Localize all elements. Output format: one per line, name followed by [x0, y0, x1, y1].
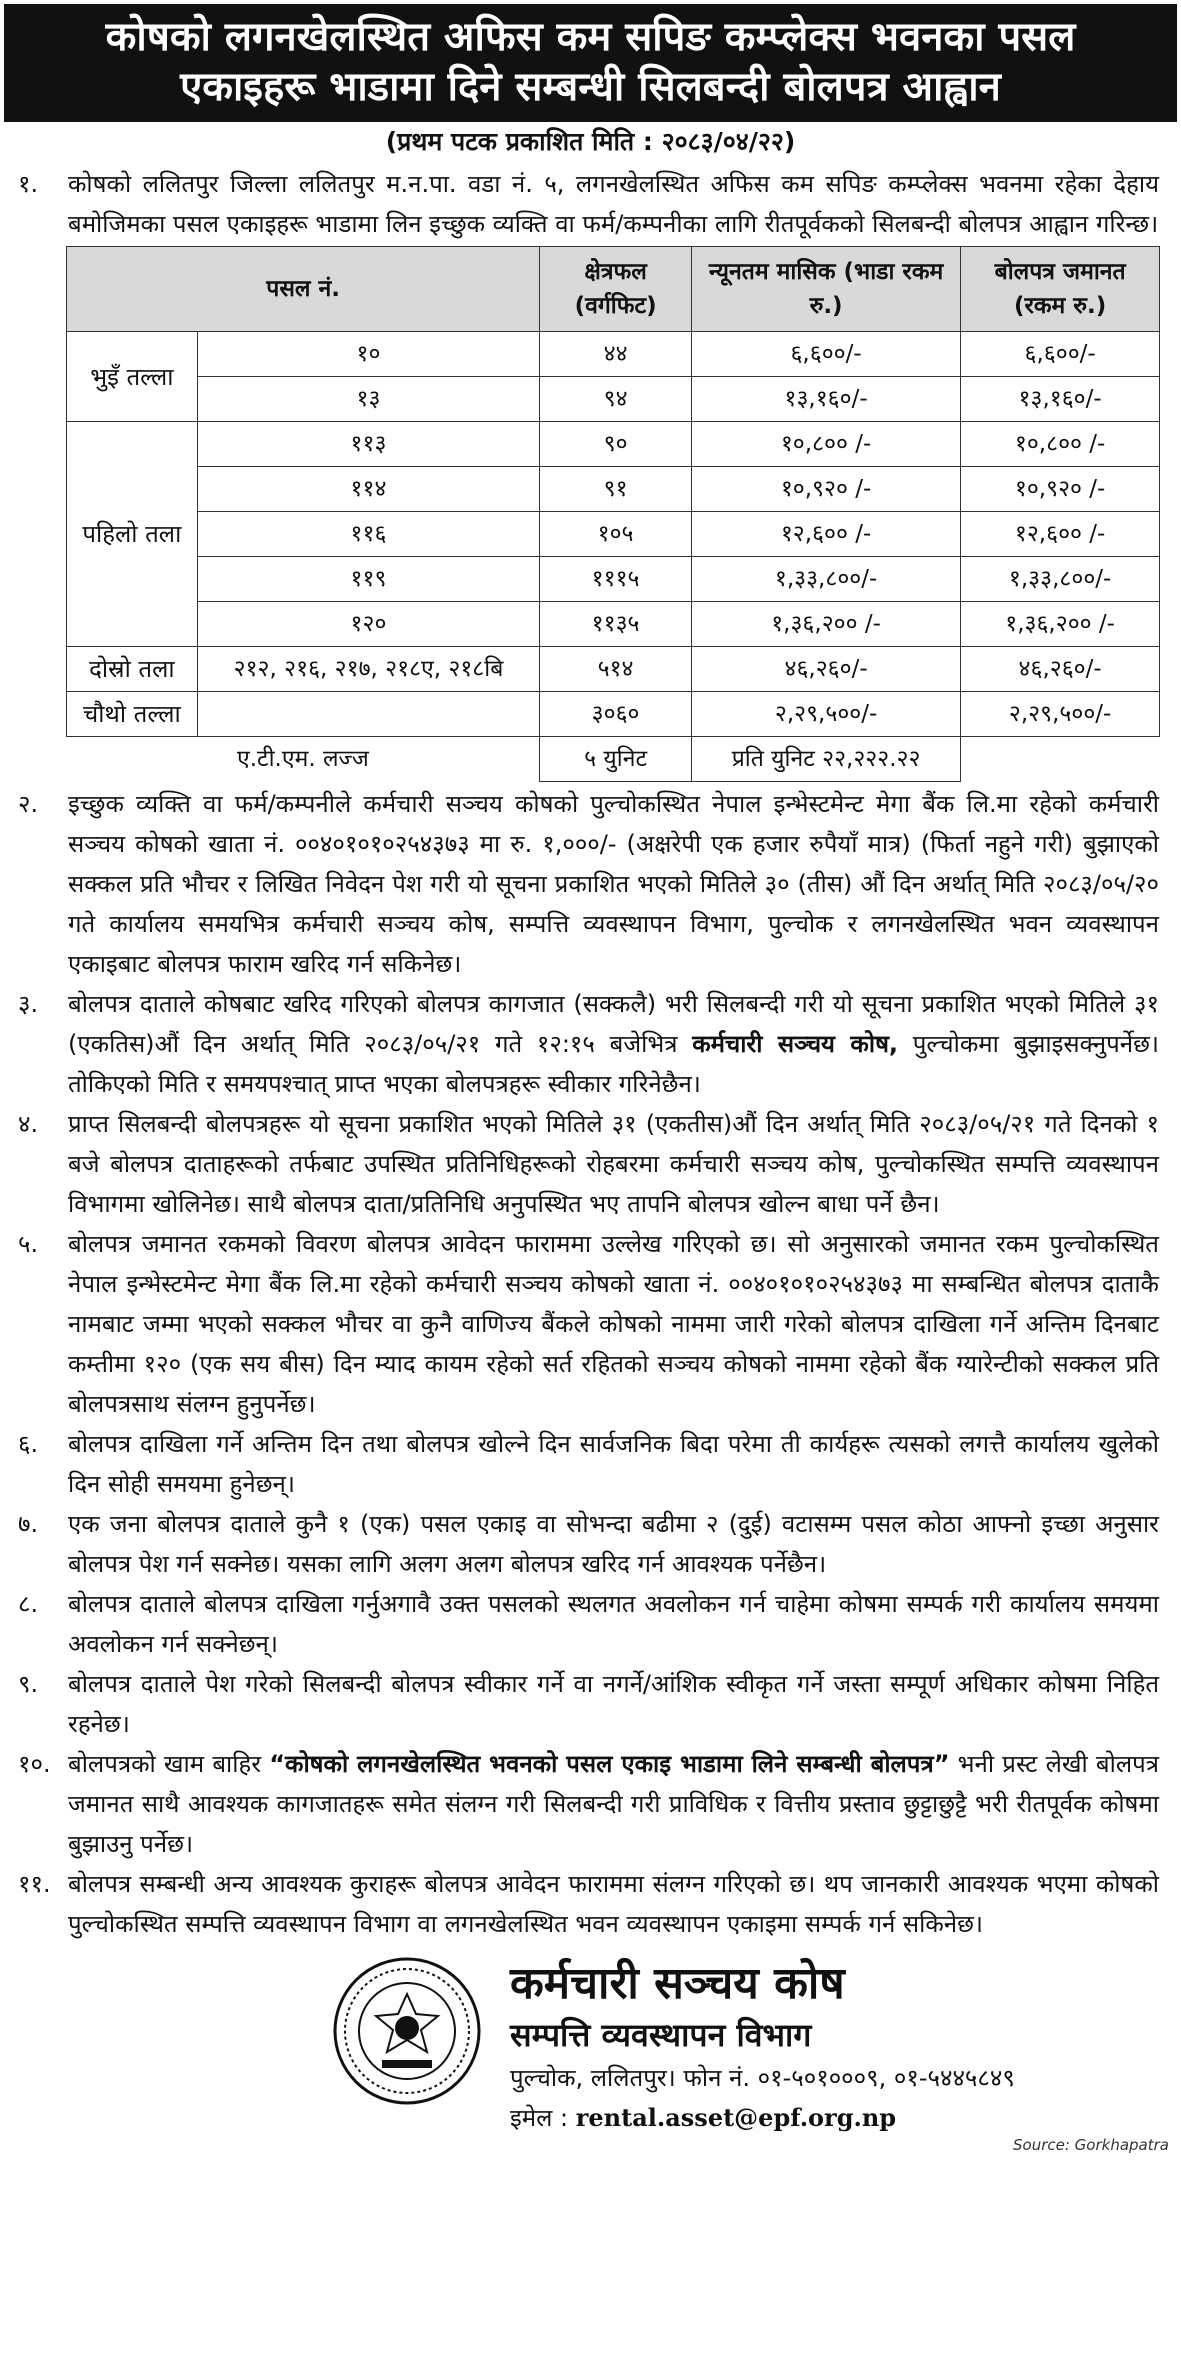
cell-bid: १,३३,८००/- [961, 557, 1160, 602]
clause-1 [4, 164, 1177, 244]
floor-label: भुइँ तल्ला [67, 332, 198, 422]
clause-text: बोलपत्र सम्बन्धी अन्य आवश्यक कुराहरू बोलपत्र आवेदन फाराममा संलग्न गरिएको छ। थप जानकारी आवश्यक भएमा कोषको पुल्चोकस्थित सम्पत्ति व्यवस्थापन विभाग वा लगनखेलस्थित भवन व्यवस्थापन एकाइमा सम्पर्क गर्न सकिनेछ। [68, 1870, 1159, 1938]
cell-bid-empty [961, 737, 1160, 782]
shop-units-table [66, 246, 1160, 782]
cell-bid: १०,८०० /- [961, 422, 1160, 467]
notice-header [4, 4, 1177, 122]
clause-number: ७. [18, 1510, 39, 1538]
table-row [67, 467, 1160, 512]
table-row [67, 602, 1160, 647]
table-row [67, 377, 1160, 422]
cell-rent: १२,६०० /- [691, 512, 960, 557]
cell-rent: १०,८०० /- [691, 422, 960, 467]
cell-area: ९४ [540, 377, 692, 422]
clause-text-b: पुल्चोकमा बुझाइसक्नुपर्नेछ। तोकिएको मिति र समयपश्चात् प्राप्त भएका बोलपत्रहरू स्वीकार गरिनेछैन। [68, 1030, 1159, 1098]
header-line-1: कोषको लगनखेलस्थित अफिस कम सपिङ कम्प्लेक्स भवनका पसल [105, 14, 1076, 60]
cell-bid: १२,६०० /- [961, 512, 1160, 557]
cell-area: ५ युनिट [540, 737, 692, 782]
floor-label: पहिलो तला [67, 422, 198, 647]
header-rent: न्यूनतम मासिक (भाडा रकम रु.) [691, 247, 960, 332]
cell-rent: १०,९२० /- [691, 467, 960, 512]
clause-text: बोलपत्र जमानत रकमको विवरण बोलपत्र आवेदन फाराममा उल्लेख गरिएको छ। सो अनुसारको जमानत रकम पुल्चोकस्थित नेपाल इन्भेस्टमेन्ट मेगा बैंक लि.मा रहेको कर्मचारी सञ्चय कोषको खाता नं. ००४०१०१०२५४३७३ मा सम्बन्धित बोलपत्र दाताकै नामबाट जम्मा भएको सक्कल भौचर वा कुनै वाणिज्य बैंकले कोषको नाममा जारी गरेको बोलपत्र दाखिला गर्ने अन्तिम दिनबाट कम्तीमा १२० (एक सय बीस) दिन म्याद कायम रहेको सर्त रहितको सञ्चय कोषको नाममा रहेको बैंक ग्यारेन्टीको सक्कल प्रति बोलपत्रसाथ संलग्न हुनुपर्नेछ। [68, 1230, 1159, 1418]
clause-text: इच्छुक व्यक्ति वा फर्म/कम्पनीले कर्मचारी सञ्चय कोषको पुल्चोकस्थित नेपाल इन्भेस्टमेन्ट मेगा बैंक लि.मा रहेको कर्मचारी सञ्चय कोषको खाता नं. ००४०१०१०२५४३७३ मा रु. १,०००/- (अक्षरेपी एक हजार रुपैयाँ मात्र) (फिर्ता नहुने गरी) बुझाएको सक्कल प्रति भौचर र लिखित निवेदन पेश गरी यो सूचना प्रकाशित भएको मितिले ३० (तीस) औं दिन अर्थात् मिति २०८३/०५/२० गते कार्यालय समयभित्र कर्मचारी सञ्चय कोष, सम्पत्ति व्यवस्थापन विभाग, पुल्चोक र लगनखेलस्थित भवन व्यवस्थापन एकाइबाट बोलपत्र फाराम खरिद गर्न सकिनेछ। [68, 790, 1159, 978]
cell-area: ३०६० [540, 692, 692, 737]
cell-shop: २१२, २१६, २१७, २१८ए, २१८बि [197, 647, 540, 692]
floor-label: दोस्रो तला [67, 647, 198, 692]
clause-text-bold: कर्मचारी सञ्चय कोष, [692, 1030, 899, 1058]
cell-shop: १३ [197, 377, 540, 422]
table-row [67, 422, 1160, 467]
clause-number: २. [18, 790, 39, 818]
publication-date: (प्रथम पटक प्रकाशित मिति : २०८३/०४/२२) [385, 127, 796, 156]
clause-number: ५. [18, 1230, 39, 1258]
emblem-seal-icon [332, 1956, 482, 2106]
clause-3 [4, 984, 1177, 1104]
source-credit: Source: Gorkhapatra [1013, 2136, 1169, 2154]
clause-text: प्राप्त सिलबन्दी बोलपत्रहरू यो सूचना प्रकाशित भएको मितिले ३१ (एकतीस)औं दिन अर्थात् मिति २०८३/०५/२१ गते दिनको १ बजे बोलपत्र दाताहरूको तर्फबाट उपस्थित प्रतिनिधिहरूको रोहबरमा कर्मचारी सञ्चय कोष, पुल्चोकस्थित सम्पत्ति व्यवस्थापन विभागमा खोलिनेछ। साथै बोलपत्र दाता/प्रतिनिधि अनुपस्थित भए तापनि बोलपत्र खोल्न बाधा पर्ने छैन। [68, 1110, 1159, 1218]
clause-number: ३. [18, 990, 39, 1018]
clause-9 [4, 1664, 1177, 1744]
table-row [67, 692, 1160, 737]
table-row [67, 557, 1160, 602]
cell-bid: ६,६००/- [961, 332, 1160, 377]
table-row [67, 512, 1160, 557]
cell-shop: १२० [197, 602, 540, 647]
clause-text [68, 984, 1159, 1104]
table-row [67, 647, 1160, 692]
clause-text: एक जना बोलपत्र दाताले कुनै १ (एक) पसल एकाइ वा सोभन्दा बढीमा २ (दुई) वटासम्म पसल कोठा आफ्नो इच्छा अनुसार बोलपत्र पेश गर्न सक्नेछ। यसका लागि अलग अलग बोलपत्र खरिद गर्न आवश्यक पर्नेछैन। [68, 1510, 1159, 1578]
org-email-line [510, 2098, 1015, 2138]
cell-shop: १० [197, 332, 540, 377]
clause-number: ९. [18, 1670, 39, 1698]
cell-rent: ४६,२६०/- [691, 647, 960, 692]
clause-6 [4, 1424, 1177, 1504]
header-bid: बोलपत्र जमानत (रकम रु.) [961, 247, 1160, 332]
cell-area: १११५ [540, 557, 692, 602]
clause-text [68, 1744, 1159, 1864]
clause-text: बोलपत्र दाखिला गर्ने अन्तिम दिन तथा बोलपत्र खोल्ने दिन सार्वजनिक बिदा परेमा ती कार्यहरू त्यसको लगत्तै कार्यालय खुलेको दिन सोही समयमा हुनेछन्। [68, 1430, 1159, 1498]
cell-shop: ११६ [197, 512, 540, 557]
clause-5 [4, 1224, 1177, 1424]
cell-rent: प्रति युनिट २२,२२२.२२ [691, 737, 960, 782]
org-name: कर्मचारी सञ्चय कोष [510, 1958, 845, 2009]
clause-text: बोलपत्र दाताले बोलपत्र दाखिला गर्नुअगावै उक्त पसलको स्थलगत अवलोकन गर्न चाहेमा कोषमा सम्पर्क गरी कार्यालय समयमा अवलोकन गर्न सक्नेछन्। [68, 1590, 1159, 1658]
cell-area: ४४ [540, 332, 692, 377]
clause-number: ११. [18, 1870, 51, 1898]
cell-area: ५१४ [540, 647, 692, 692]
cell-bid: २,२९,५००/- [961, 692, 1160, 737]
header-area: क्षेत्रफल (वर्गफिट) [540, 247, 692, 332]
cell-rent: २,२९,५००/- [691, 692, 960, 737]
clause-number: ८. [18, 1590, 39, 1618]
cell-rent: ६,६००/- [691, 332, 960, 377]
clause-11 [4, 1864, 1177, 1944]
clause-10 [4, 1744, 1177, 1864]
cell-atm-label: ए.टी.एम. लज्ज [67, 737, 540, 782]
clause-text-bold: “कोषको लगनखेलस्थित भवनको पसल एकाइ भाडामा लिने सम्बन्धी बोलपत्र” [269, 1750, 950, 1778]
clause-text-a: बोलपत्र दाताले कोषबाट खरिद गरिएको बोलपत्र कागजात (सक्कलै) भरी सिलबन्दी गरी यो सूचना प्रकाशित भएको मितिले ३१ (एकतिस)औं दिन अर्थात् मिति २०८३/०५/२१ गते १२:१५ बजेभित्र [68, 990, 1159, 1058]
cell-area: ९० [540, 422, 692, 467]
clause-8 [4, 1584, 1177, 1664]
clause-number: १. [18, 170, 39, 198]
cell-area: १०५ [540, 512, 692, 557]
table-row [67, 332, 1160, 377]
clause-number: ४. [18, 1110, 39, 1138]
clause-7 [4, 1504, 1177, 1584]
header-line-2: एकाइहरू भाडामा दिने सम्बन्धी सिलबन्दी बोलपत्र आह्वान [180, 64, 1001, 110]
cell-shop: ११९ [197, 557, 540, 602]
table-header-row [67, 247, 1160, 332]
cell-rent: १,३६,२०० /- [691, 602, 960, 647]
cell-rent: १,३३,८००/- [691, 557, 960, 602]
clause-text: कोषको ललितपुर जिल्ला ललितपुर म.न.पा. वडा नं. ५, लगनखेलस्थित अफिस कम सपिङ कम्प्लेक्स भवनमा रहेका देहाय बमोजिमका पसल एकाइहरू भाडामा लिन इच्छुक व्यक्ति वा फर्म/कम्पनीका लागि रीतपूर्वकको सिलबन्दी बोलपत्र आह्वान गरिन्छ। [68, 170, 1159, 238]
clause-number: ६. [18, 1430, 39, 1458]
cell-area: ९१ [540, 467, 692, 512]
clause-2 [4, 784, 1177, 984]
clause-text-b: भनी प्रस्ट लेखी बोलपत्र जमानत साथै आवश्यक कागजातहरू समेत संलग्न गरी सिलबन्दी गरी प्राविधिक र वित्तीय प्रस्ताव छुट्टाछुट्टै भरी रीतपूर्वक कोषमा बुझाउनु पर्नेछ। [68, 1750, 1159, 1858]
org-address: पुल्चोक, ललितपुर। फोन नं. ०१-५०१०००९, ०१-५४४५८४९ [510, 2064, 1015, 2092]
clause-text: बोलपत्र दाताले पेश गरेको सिलबन्दी बोलपत्र स्वीकार गर्ने वा नगर्ने/आंशिक स्वीकृत गर्ने जस्ता सम्पूर्ण अधिकार कोषमा निहित रहनेछ। [68, 1670, 1159, 1738]
cell-bid: १०,९२० /- [961, 467, 1160, 512]
cell-shop [197, 692, 540, 737]
cell-area: ११३५ [540, 602, 692, 647]
organization-block [510, 1956, 1015, 2138]
email-label: इमेल : [510, 2104, 569, 2132]
cell-bid: १३,१६०/- [961, 377, 1160, 422]
cell-shop: ११३ [197, 422, 540, 467]
notice-footer [4, 1950, 1177, 2156]
header-shop-no: पसल नं. [67, 247, 540, 332]
cell-bid: ४६,२६०/- [961, 647, 1160, 692]
floor-label: चौथो तल्ला [67, 692, 198, 737]
cell-rent: १३,१६०/- [691, 377, 960, 422]
clause-text-a: बोलपत्रको खाम बाहिर [68, 1750, 270, 1778]
clause-4 [4, 1104, 1177, 1224]
clause-number: १०. [18, 1750, 51, 1778]
org-department: सम्पत्ति व्यवस्थापन विभाग [510, 2016, 812, 2054]
email-address: rental.asset@epf.org.np [575, 2103, 897, 2132]
cell-shop: ११४ [197, 467, 540, 512]
cell-bid: १,३६,२०० /- [961, 602, 1160, 647]
notice-page [4, 4, 1177, 2360]
table-row [67, 737, 1160, 782]
